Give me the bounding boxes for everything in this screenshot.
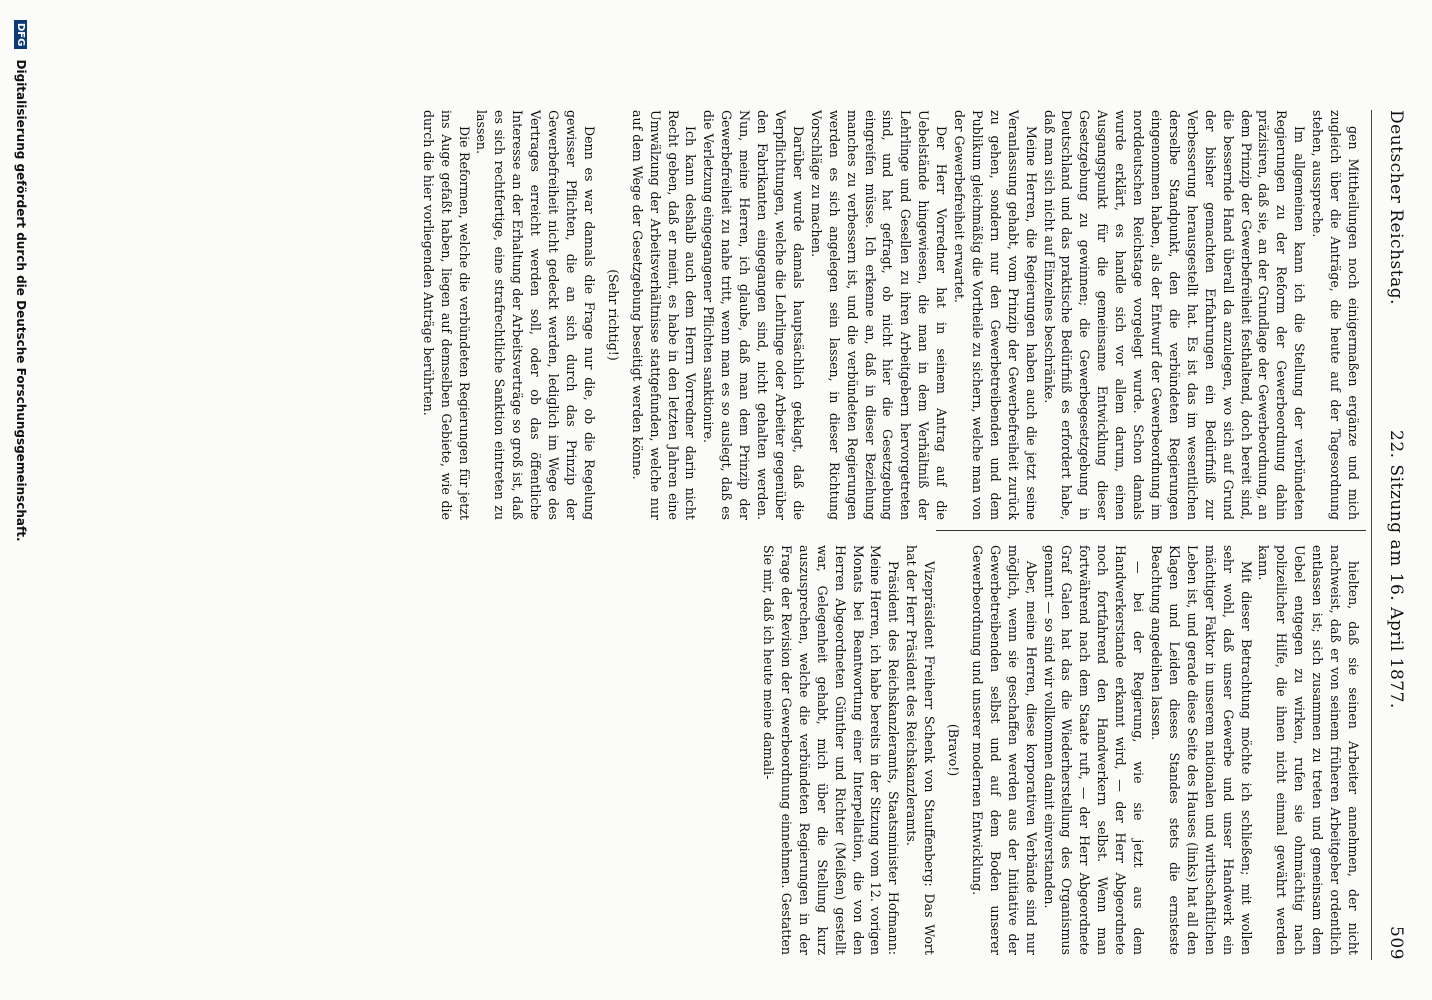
right-column (761, 545, 1362, 955)
speaker-paragraph: Vizepräsident Freiherr Schenk von Stauffenberg: Das Wort hat der Herr Präsident des Reichskanzleramts. (904, 545, 938, 955)
paragraph: Die Reformen, welche die verbündeten Regierungen für jetzt ins Auge gefaßt haben, liegen auf demselben Gebiete, wie die durch die hier vorliegenden Anträge berührten. (420, 110, 472, 520)
interjection: (Bravo!) (946, 723, 962, 777)
running-title: Deutscher Reichstag. (1386, 110, 1406, 305)
session-date: 22. Sitzung am 16. April 1877. (1386, 430, 1406, 709)
digitization-footer (8, 20, 28, 1000)
paragraph: Ich kann deshalb auch dem Herrn Vorredner darin nicht Recht geben, daß er meint, es habe in den letzten Jahren eine Umwälzung der Arbeitsverhältnisse stattgefunden, welche nur auf dem Wege der Gesetzgebung beseitigt werden könne. (629, 110, 699, 520)
dfg-logo-icon: DFG (14, 20, 27, 49)
page-number: 509 (1386, 926, 1406, 960)
paragraph: Aber, meine Herren, diese korporativen Verbände sind nur möglich, wenn sie geschaffen werden aus der Initiative der Gewerbetreibenden selbst und auf dem Boden unserer Gewerbeordnung und unserer modernen Entwicklung. (969, 545, 1039, 955)
column-divider (936, 530, 1366, 531)
left-column (420, 110, 1362, 520)
paragraph: — bei der Regierung, wie sie jetzt aus dem Handwerkerstande erkannt wird, — der Herr Abgeordnete noch fortfahrend den Handwerkern selbst. Wenn man fortwährend nach dem Staate ruft, — der Herr Abgeordnete Graf Galen hat das die Wiederherstellung des Organismus genannt — so sind wir vollkommen damit einverstanden. (1041, 545, 1147, 955)
paragraph: Im allgemeinen kann ich die Stellung der verbündeten Regierungen zu der Reform der Gewerbeordnung dahin präzisiren, daß sie, an der Grundlage der Gewerbeordnung, an dem Prinzip der Gewerbefreiheit festhaltend, doch bereit sind, die bessernde Hand überall da anzulegen, wo sich auf Grund der bisher gemachten Erfahrungen ein Bedürfniß zur Verbesserung herausgestellt hat. Es ist das im wesentlichen derselbe Standpunkt, den die verbündeten Regierungen eingenommen haben, als der Entwurf der Gewerbeordnung im norddeutschen Reichstage vorgelegt wurde. Schon damals wurde erklärt, es handle sich vor allem darum, einen Ausgangspunkt für die gemeinsame Entwicklung dieser Gesetzgebung zu gewinnen; die Gewerbegesetzgebung in Deutschland und das praktische Bedürfniß es erfordert habe, daß man sich nicht auf Einzelnes beschränke. (1041, 110, 1308, 520)
paragraph: Mit dieser Betrachtung möchte ich schließen; mit wollen sehr wohl, daß unser Gewerbe und unser Handwerk ein mächtiger Faktor in unserem nationalen und wirthschaftlichen Leben ist, und gerade diese Seite des Hauses (links) hat all den Klagen und Leiden dieses Standes stets die ernsteste Beachtung angedeihen lassen. (1149, 545, 1254, 955)
paragraph: Denn es war damals die Frage nur die, ob die Regelung gewisser Pflichten, die an sich durch das Prinzip der Gewerbefreiheit nicht gedeckt werden, lediglich im Wege des Vertrages erreicht werden soll, oder ob das öffentliche Interesse an der Erhaltung der Arbeitsverträge so groß ist, daß es sich rechtfertige, eine strafrechtliche Sanktion eintreten zu lassen. (474, 110, 597, 520)
page-header (1376, 110, 1406, 960)
header-rule (1371, 110, 1372, 960)
speaker-paragraph: Präsident des Reichskanzleramts, Staatsminister Hofmann: Meine Herren, ich habe bereits in der Sitzung vom 12. vorigen Monats bei Beantwortung einer Interpellation, die von den Herren Abgeordneten Günther und Richter (Meißen) gestellt war, Gelegenheit gehabt, mich über die Stellung kurz auszusprechen, welche die verbündeten Regierungen in der Frage der Revision der Gewerbeordnung einnehmen. Gestatten Sie mir, daß ich heute meine damali- (761, 545, 902, 955)
paragraph: gen Mittheilungen noch einigermaßen ergänze und mich zugleich über die Anträge, die heute auf der Tagesordnung stehen, ausspreche. (1310, 110, 1361, 520)
paragraph: Darüber wurde damals hauptsächlich geklagt, daß die Verpflichtungen, welche die Lehrlinge oder Arbeiter gegenüber den Fabrikanten eingegangen sind, nicht gehalten werden. Nun, meine Herren, ich glaube, daß man dem Prinzip der Gewerbefreiheit zu nahe tritt, wenn man es so auslegt, daß es die Verletzung eingegangener Pflichten sanktionire. (701, 110, 806, 520)
footer-text: Digitalisierung gefördert durch die Deutsche Forschungsgemeinschaft. (14, 59, 28, 542)
paragraph: Meine Herren, die Regierungen haben auch die jetzt seine Veranlassung gehabt, vom Prinzip der Gewerbefreiheit zurück zu gehen, sondern nur den Gewerbetreibenden und dem Publikum gleichmäßig die Vortheile zu sichern, welche man von der Gewerbefreiheit erwartet. (952, 110, 1039, 520)
interjection: (Sehr richtig!) (605, 269, 621, 361)
paragraph: Der Herr Vorredner hat in seinem Antrag auf die Uebelstände hingewiesen, die man in dem Verhältniß der Lehrlinge und Gesellen zu ihren Arbeitgebern hervorgetreten sind, und hat gefragt, ob nicht hier die Gesetzgebung eingreifen müsse. Ich erkenne an, daß in dieser Beziehung manches zu verbessern ist, und die verbündeten Regierungen werden es sich angelegen sein lassen, in dieser Richtung Vorschläge zu machen. (808, 110, 950, 520)
paragraph: hielten, daß sie seinen Arbeiter annehmen, der nicht nachweist, daß er von seinem früheren Arbeitgeber ordentlich entlassen ist; sich zusammen zu treten und gemeinsam dem Uebel entgegen zu wirken, rufen sie ohnmächtig nach polizeilicher Hilfe, die ihnen nicht einmal gewährt werden kann. (1256, 545, 1361, 955)
